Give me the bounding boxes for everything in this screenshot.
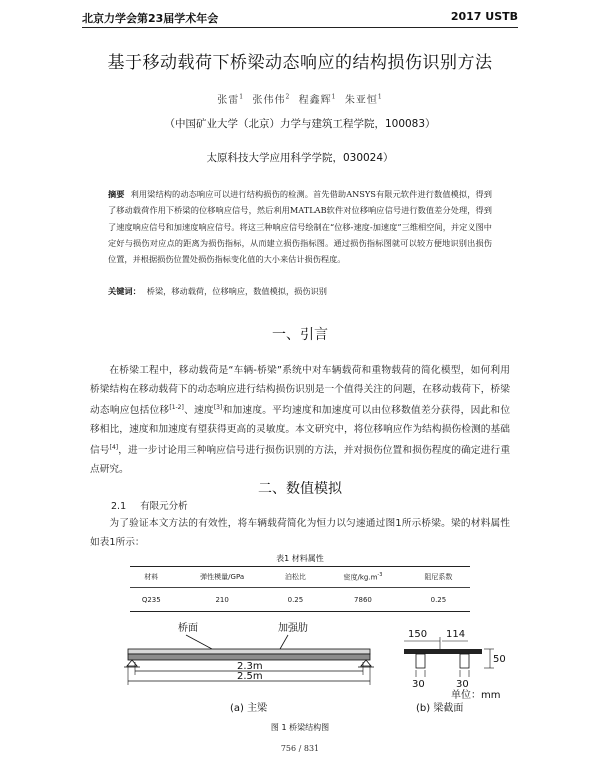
author-mark: 2 [285,93,291,101]
section-heading-introduction: 一、引言 [272,327,328,343]
simulation-text: 为了验证本文方法的有效性，将车辆载荷简化为恒力以匀速通过图1所示桥梁。梁的材料属性如表1所示： [90,518,510,548]
deck-leader-line [186,635,212,649]
author-mark: 1 [239,93,245,101]
beam-section-diagram [404,637,494,677]
units-label: 单位：mm [451,690,501,701]
running-header-left: 北京力学会第23届学术年会 [82,12,219,25]
table-row [130,588,470,612]
table-header-cell [319,567,407,588]
running-header-right: 2017 USTB [450,10,518,23]
citation: [1-2] [169,404,184,411]
intro-text: 在桥梁工程中，移动载荷是“车辆-桥梁”系统中对车辆载荷和重物载荷的简化模型，如何利用桥梁结构在移动载荷下的动态响应进行结构损伤识别是一个值得关注的问题，在移动载荷下，桥梁动态响应包括位移 [90,365,510,417]
affiliation-1: （中国矿业大学（北京）力学与建筑工程学院，100083） [164,118,436,130]
stiffener-rib [128,654,370,660]
abstract-text: 利用梁结构的动态响应可以进行结构损伤的检测。首先借助ANSYS有限元软件进行数值模拟，得到了移动载荷作用下桥梁的位移响应信号，然后利用MATLAB软件对位移响应信号进行数值差分处理，得到了速度响应信号和加速度响应信号。将这三种响应信号绘制在“位移-速度-加速度”三维相空间，并定义图中定好与损伤对应点的距离为损伤指标，从而建立损伤指标图。通过损伤指标图就可以较方便地识别出损伤位置，并根据损伤位置处损伤指标变化值的大小来估计损伤程度。 [108,189,492,265]
abstract [108,186,492,267]
author-mark: 1 [331,93,337,101]
author-name: 张伟伟 [252,95,286,106]
table-header-cell: 弹性模量/GPa [173,567,272,588]
table-cell: 0.25 [272,588,319,612]
author-list [0,91,600,106]
keywords-text: 桥梁，移动载荷，位移响应，数值模拟，损伤识别 [146,286,327,296]
table-cell: 210 [173,588,272,612]
rib-label: 加强肋 [278,623,308,634]
deck-label: 桥面 [178,623,198,634]
table-header-row [130,567,470,588]
density-exponent: -3 [377,571,383,578]
section-flange [404,649,482,654]
deck-plate [128,649,370,654]
author-name: 朱亚恒 [344,95,378,106]
table-cell: Q235 [130,588,173,612]
section-rib-left [416,654,425,668]
material-properties-table [130,566,470,612]
author-name: 张雷 [217,95,240,106]
inner-span-label: 2.3m [237,661,263,672]
keywords-label: 关键词： [108,286,141,296]
table-header-cell: 阻尼系数 [407,567,470,588]
section-rib-right [460,654,469,668]
keywords [108,286,327,297]
subsection-number: 2.1 [111,501,127,512]
section-spacing-label: 114 [446,629,466,640]
section-width-label: 150 [408,629,428,640]
intro-text: 、速度 [183,405,214,417]
section-rib-label-left: 30 [412,679,425,690]
section-height-label: 50 [493,654,506,665]
intro-text: 和加速度。平均速度和加速度可以由位移数值差分获得，因此和位移相比，速度和加速度有望获得更高的灵敏度。本文研究中，将位移响应作为结构损伤检测的基础信号 [90,405,511,457]
subfigure-a-label: (a) 主梁 [230,703,268,714]
introduction-paragraph [90,362,510,479]
right-support [361,660,371,666]
author-mark: 1 [377,93,383,101]
affiliation-2: 太原科技大学应用科学学院，030024） [206,152,394,164]
citation: [4] [109,444,119,452]
left-support [127,660,137,666]
table-header-cell: 材料 [130,567,173,588]
author-name: 程鑫辉 [298,95,332,106]
table-caption: 表1 材料属性 [276,554,324,563]
table-header-cell: 泊松比 [272,567,319,588]
density-header: 密度/kg.m [343,573,378,582]
table-cell: 7860 [319,588,407,612]
subfigure-b-label: (b) 梁截面 [416,703,464,714]
table-cell: 0.25 [407,588,470,612]
subsection-heading [111,498,202,512]
abstract-label: 摘要 [108,189,125,199]
figure-caption: 图 1 桥梁结构图 [270,723,330,732]
page-number: 756 / 831 [280,744,320,753]
header-rule [82,27,518,28]
bridge-structure-figure [120,615,520,720]
section-rib-label-right: 30 [456,679,469,690]
subsection-title: 有限元分析 [140,501,188,512]
rib-leader-line [280,635,288,649]
paper-title: 基于移动载荷下桥梁动态响应的结构损伤识别方法 [107,53,493,73]
section-heading-numerical-simulation: 二、数值模拟 [258,481,342,497]
intro-text: ，进一步讨论用三种响应信号进行损伤识别的方法，并对损伤位置和损伤程度的确定进行重点研究。 [90,445,511,475]
outer-span-label: 2.5m [237,671,263,682]
simulation-paragraph [90,515,510,552]
citation: [3] [213,404,223,411]
